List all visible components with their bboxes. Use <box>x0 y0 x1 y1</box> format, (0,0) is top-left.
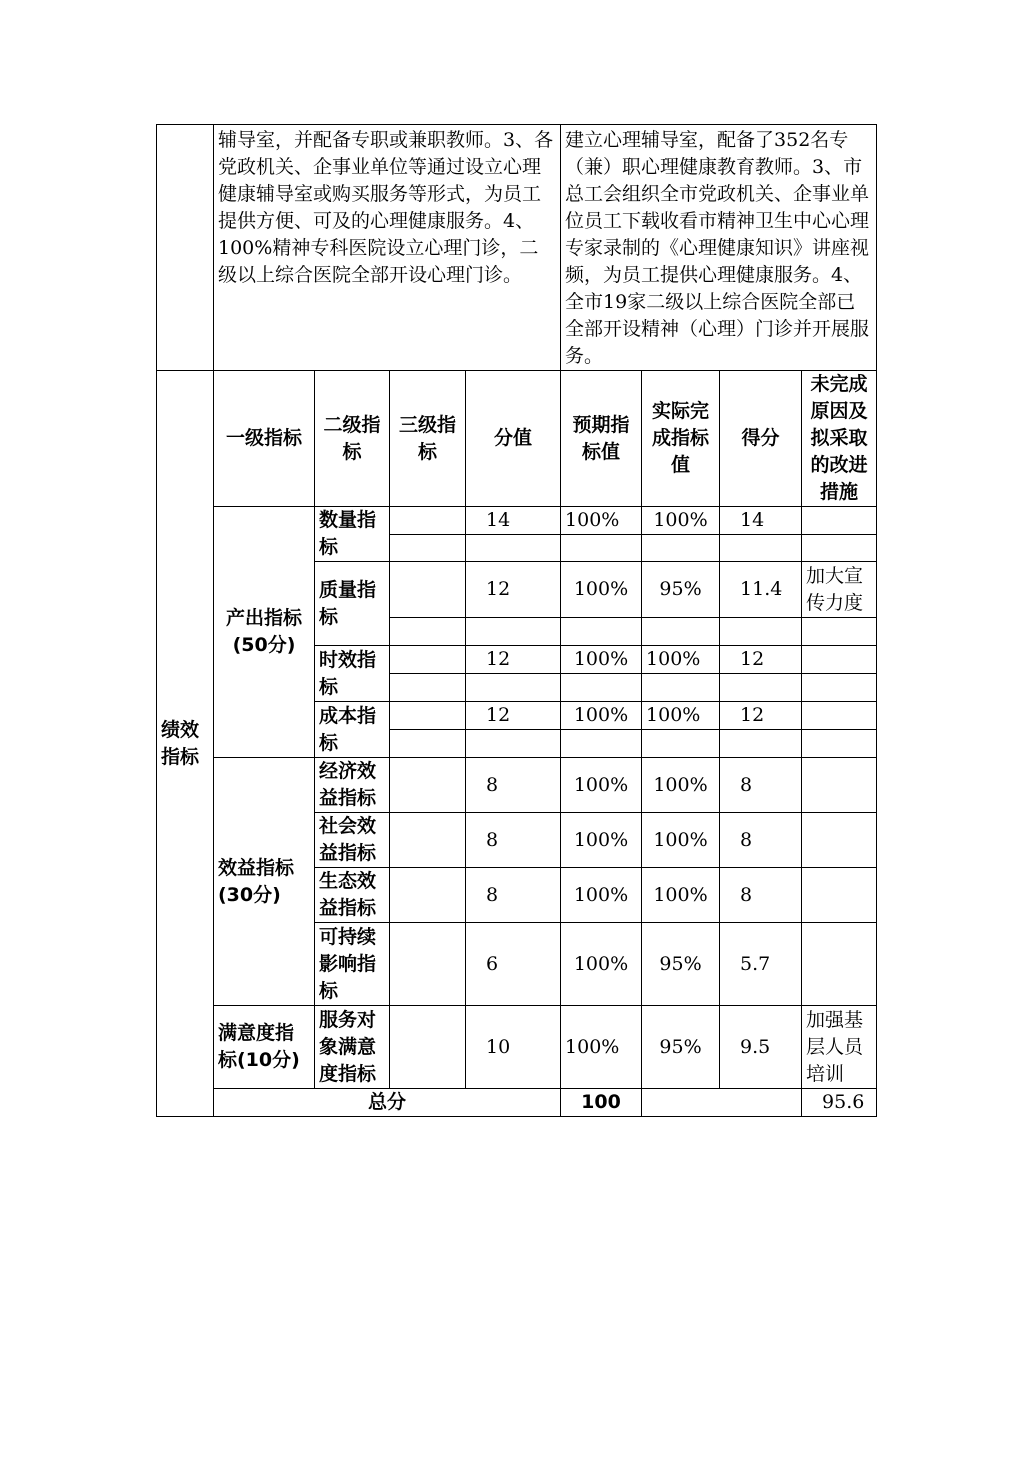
expected-cell: 100% <box>561 923 642 1006</box>
actual-cell: 100% <box>642 702 720 730</box>
empty-cell <box>466 674 561 702</box>
empty-cell <box>390 674 466 702</box>
actual-cell: 100% <box>642 758 720 813</box>
performance-table <box>156 124 877 1117</box>
reason-cell <box>802 758 877 813</box>
value-cell: 6 <box>466 923 561 1006</box>
expected-cell: 100% <box>561 1006 642 1089</box>
reason-cell: 加强基层人员培训 <box>802 1006 877 1089</box>
header-reason: 未完成原因及拟采取的改进措施 <box>802 371 877 507</box>
level3-cell <box>390 923 466 1006</box>
reason-cell <box>802 702 877 730</box>
reason-cell: 加大宣传力度 <box>802 562 877 618</box>
empty-cell <box>720 674 802 702</box>
value-cell: 12 <box>466 562 561 618</box>
total-row <box>157 1089 877 1117</box>
expected-cell: 100% <box>561 813 642 868</box>
empty-cell <box>642 618 720 646</box>
level2-cell: 社会效益指标 <box>315 813 390 868</box>
header-level3: 三级指标 <box>390 371 466 507</box>
score-cell: 5.7 <box>720 923 802 1006</box>
empty-cell <box>466 730 561 758</box>
header-expected: 预期指标值 <box>561 371 642 507</box>
total-value: 100 <box>561 1089 642 1117</box>
empty-cell <box>466 618 561 646</box>
actual-cell: 100% <box>642 646 720 674</box>
total-score: 95.6 <box>802 1089 877 1117</box>
group-satisfaction-label: 满意度指标(10分) <box>214 1006 315 1089</box>
table-row <box>157 758 877 813</box>
value-cell: 8 <box>466 813 561 868</box>
score-cell: 8 <box>720 868 802 923</box>
reason-cell <box>802 646 877 674</box>
header-level1: 一级指标 <box>214 371 315 507</box>
reason-cell <box>802 868 877 923</box>
header-row <box>157 371 877 507</box>
reason-cell <box>802 507 877 535</box>
value-cell: 12 <box>466 702 561 730</box>
score-cell: 8 <box>720 758 802 813</box>
value-cell: 8 <box>466 758 561 813</box>
level2-cell: 经济效益指标 <box>315 758 390 813</box>
expected-cell: 100% <box>561 507 642 535</box>
actual-cell: 95% <box>642 923 720 1006</box>
empty-cell <box>642 674 720 702</box>
value-cell: 14 <box>466 507 561 535</box>
reason-cell <box>802 813 877 868</box>
empty-cell <box>802 618 877 646</box>
expected-cell: 100% <box>561 702 642 730</box>
empty-cell <box>561 674 642 702</box>
table-row <box>157 1006 877 1089</box>
header-score: 得分 <box>720 371 802 507</box>
table-row <box>157 125 877 371</box>
empty-cell <box>561 535 642 562</box>
level3-cell <box>390 646 466 674</box>
empty-cell <box>642 730 720 758</box>
empty-cell <box>802 535 877 562</box>
empty-cell <box>642 1089 802 1117</box>
level3-cell <box>390 813 466 868</box>
score-cell: 9.5 <box>720 1006 802 1089</box>
expected-cell: 100% <box>561 868 642 923</box>
empty-cell <box>157 125 214 371</box>
section-label-cell: 绩效指标 <box>157 371 214 1117</box>
empty-cell <box>390 535 466 562</box>
level2-cell: 时效指标 <box>315 646 390 702</box>
empty-cell <box>390 618 466 646</box>
level2-cell: 质量指标 <box>315 562 390 646</box>
actual-cell: 100% <box>642 507 720 535</box>
empty-cell <box>642 535 720 562</box>
expected-cell: 100% <box>561 646 642 674</box>
level3-cell <box>390 868 466 923</box>
completion-text-cell: 建立心理辅导室，配备了352名专（兼）职心理健康教育教师。3、市总工会组织全市党政机关、企事业单位员工下载收看市精神卫生中心心理专家录制的《心理健康知识》讲座视频，为员工提供心理健康服务。4、全市19家二级以上综合医院全部已全部开设精神（心理）门诊并开展服务。 <box>561 125 877 371</box>
value-cell: 8 <box>466 868 561 923</box>
empty-cell <box>802 730 877 758</box>
empty-cell <box>802 674 877 702</box>
expected-cell: 100% <box>561 758 642 813</box>
level2-cell: 数量指标 <box>315 507 390 562</box>
score-cell: 12 <box>720 646 802 674</box>
empty-cell <box>561 730 642 758</box>
goal-text-cell: 辅导室，并配备专职或兼职教师。3、各党政机关、企事业单位等通过设立心理健康辅导室或购买服务等形式，为员工提供方便、可及的心理健康服务。4、100%精神专科医院设立心理门诊，二级以上综合医院全部开设心理门诊。 <box>214 125 561 371</box>
value-cell: 12 <box>466 646 561 674</box>
actual-cell: 100% <box>642 868 720 923</box>
header-score-value: 分值 <box>466 371 561 507</box>
score-cell: 11.4 <box>720 562 802 618</box>
empty-cell <box>390 730 466 758</box>
level3-cell <box>390 758 466 813</box>
header-level2: 二级指标 <box>315 371 390 507</box>
group-benefit-label: 效益指标(30分) <box>214 758 315 1006</box>
level3-cell <box>390 507 466 535</box>
reason-cell <box>802 923 877 1006</box>
header-actual: 实际完成指标值 <box>642 371 720 507</box>
total-label: 总分 <box>214 1089 561 1117</box>
group-output-label: 产出指标 (50分) <box>214 507 315 758</box>
level3-cell <box>390 1006 466 1089</box>
empty-cell <box>720 535 802 562</box>
empty-cell <box>720 730 802 758</box>
value-cell: 10 <box>466 1006 561 1089</box>
score-cell: 14 <box>720 507 802 535</box>
level2-cell: 服务对象满意度指标 <box>315 1006 390 1089</box>
level2-cell: 可持续影响指标 <box>315 923 390 1006</box>
level3-cell <box>390 562 466 618</box>
empty-cell <box>466 535 561 562</box>
actual-cell: 95% <box>642 1006 720 1089</box>
expected-cell: 100% <box>561 562 642 618</box>
empty-cell <box>720 618 802 646</box>
actual-cell: 95% <box>642 562 720 618</box>
level2-cell: 生态效益指标 <box>315 868 390 923</box>
level3-cell <box>390 702 466 730</box>
table-row <box>157 507 877 535</box>
empty-cell <box>561 618 642 646</box>
actual-cell: 100% <box>642 813 720 868</box>
score-cell: 12 <box>720 702 802 730</box>
score-cell: 8 <box>720 813 802 868</box>
level2-cell: 成本指标 <box>315 702 390 758</box>
